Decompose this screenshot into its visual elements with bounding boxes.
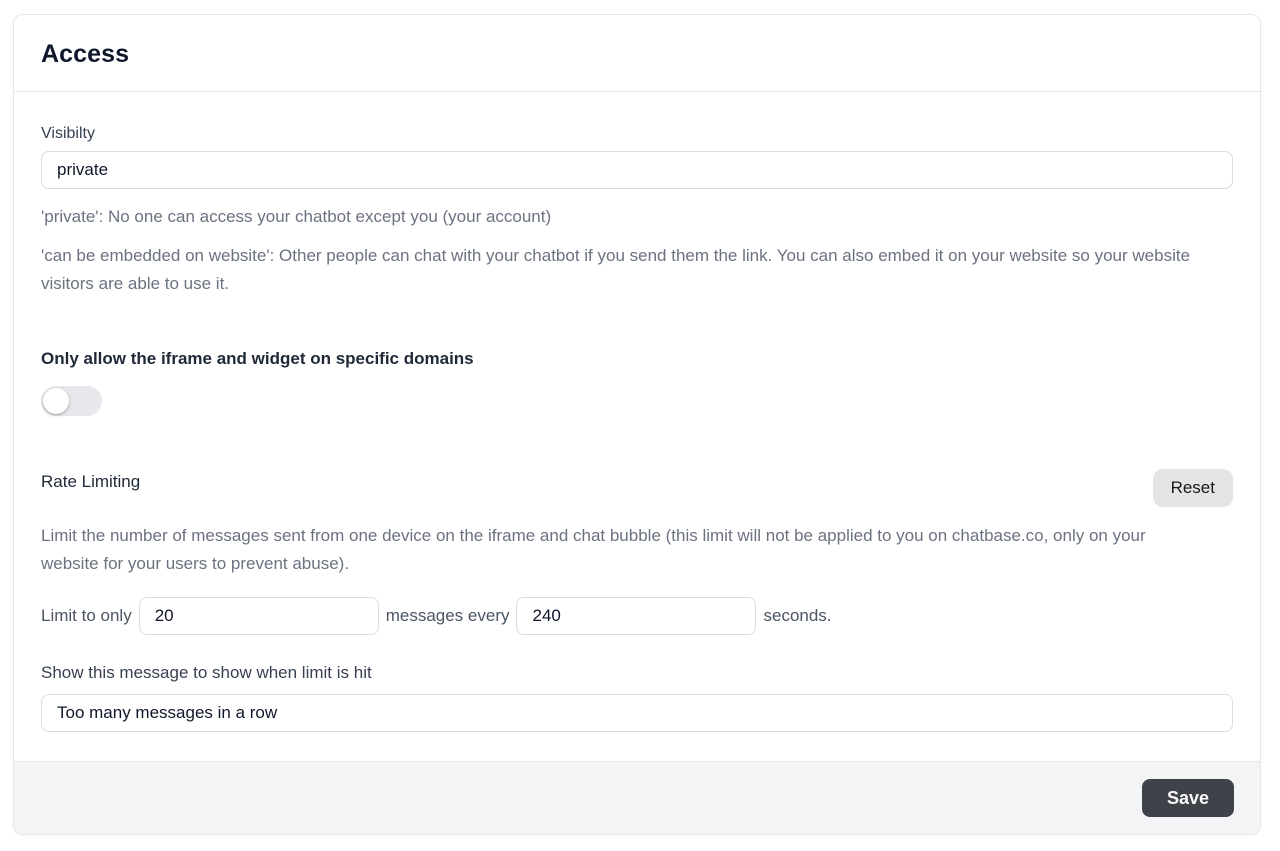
limit-row — [41, 597, 1233, 635]
messages-count-input[interactable] — [139, 597, 379, 635]
card-header — [14, 15, 1260, 92]
limit-middle-text: messages every — [385, 606, 510, 625]
seconds-input[interactable] — [516, 597, 756, 635]
domains-label: Only allow the iframe and widget on specific domains — [41, 349, 474, 368]
domains-section — [41, 349, 1233, 416]
page-title: Access — [41, 40, 130, 68]
save-button[interactable]: Save — [1142, 779, 1234, 817]
reset-button[interactable]: Reset — [1153, 469, 1233, 507]
toggle-knob — [43, 388, 69, 414]
visibility-label: Visibilty — [41, 125, 95, 142]
card-body — [14, 92, 1260, 761]
visibility-help-embed: 'can be embedded on website': Other people can chat with your chatbot if you send them the link. You can also embed it on your website so your website visitors are able to use it. — [41, 246, 1191, 293]
rate-limiting-title: Rate Limiting — [41, 472, 141, 491]
rate-limiting-section — [41, 469, 1233, 732]
card-footer — [14, 761, 1260, 834]
domains-toggle[interactable] — [41, 386, 102, 416]
limit-suffix-text: seconds. — [763, 606, 832, 625]
visibility-help-private: 'private': No one can access your chatbot except you (your account) — [41, 207, 552, 226]
rate-limiting-description: Limit the number of messages sent from one device on the iframe and chat bubble (this limit will not be applied to you on chatbase.co, only on your website for your users to prevent abuse). — [41, 526, 1146, 573]
rate-limiting-header — [41, 469, 1233, 507]
access-settings-card — [13, 14, 1261, 835]
visibility-select[interactable] — [41, 151, 1233, 189]
limit-message-label: Show this message to show when limit is hit — [41, 663, 372, 682]
limit-prefix-text: Limit to only — [41, 606, 132, 625]
limit-message-input[interactable] — [41, 694, 1233, 732]
